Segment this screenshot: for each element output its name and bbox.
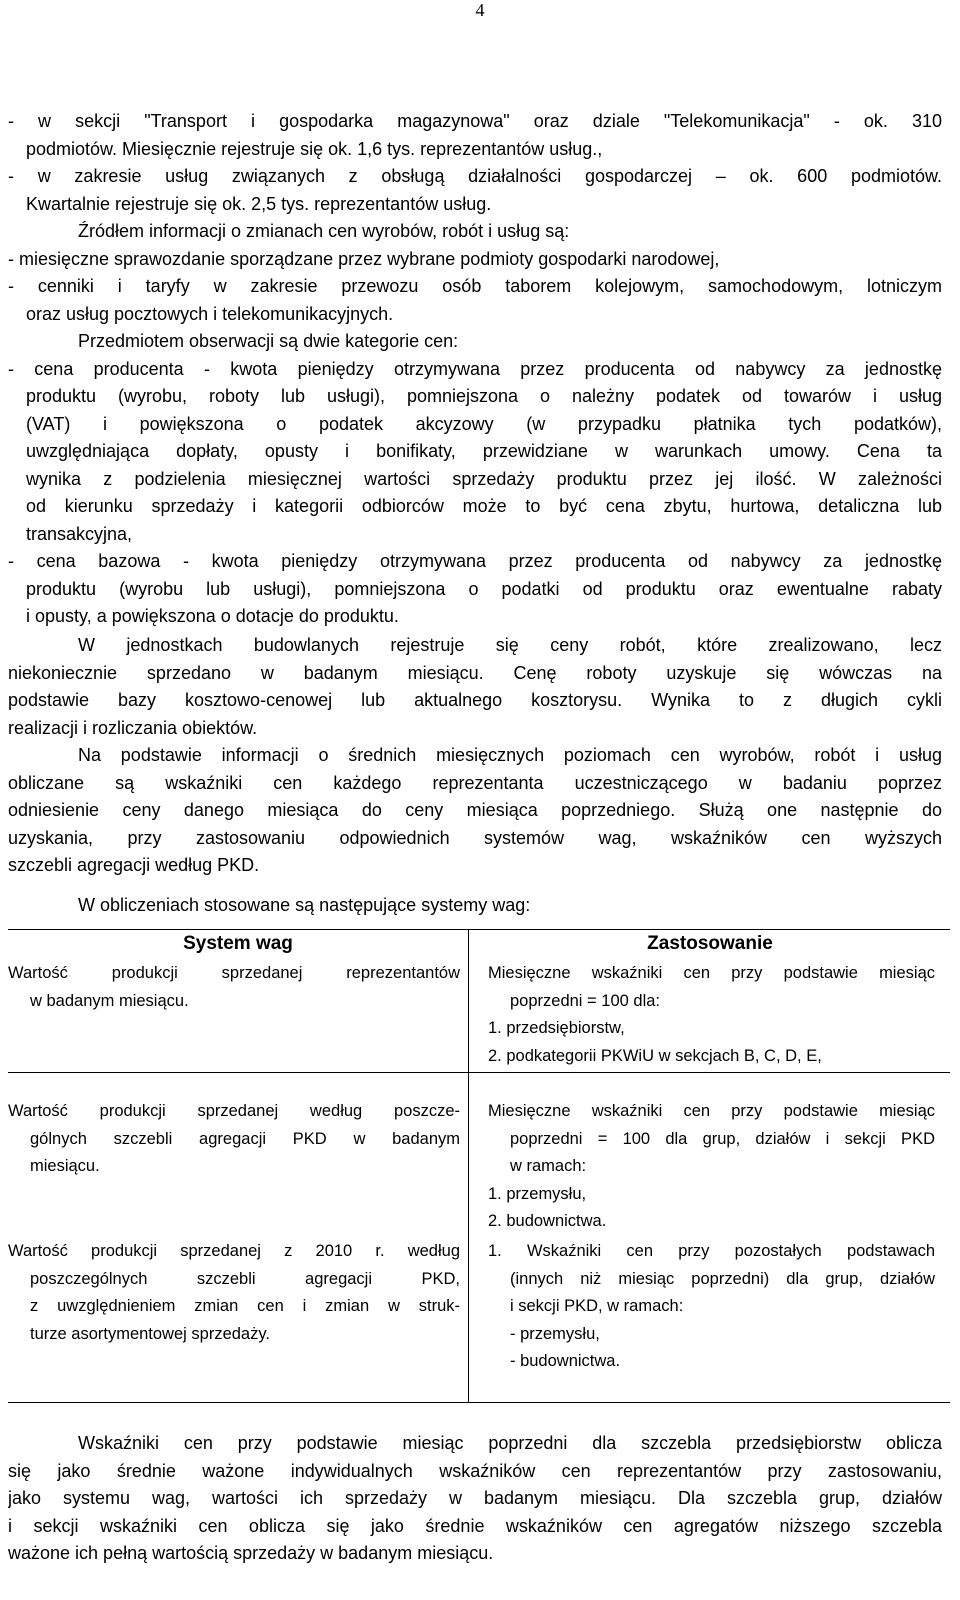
- table-cell-line: poprzedni = 100 dla:: [510, 991, 660, 1010]
- table-cell-line: w badanym miesiącu.: [30, 991, 189, 1010]
- text-line: Źródłem informacji o zmianach cen wyrobów, robót i usług są:: [78, 221, 570, 241]
- text-line: - w sekcji "Transport i gospodarka magazynowa" oraz dziale "Telekomunikacja" - ok. 310: [8, 111, 942, 131]
- text-line: oraz usług pocztowych i telekomunikacyjnych.: [26, 303, 394, 324]
- table-cell-line: poszczególnych szczebli agregacji PKD,: [30, 1269, 460, 1288]
- text-line: ważone ich pełną wartością sprzedaży w badanym miesiącu.: [8, 1543, 494, 1563]
- text-line: od kierunku sprzedaży i kategorii odbiorców może to być cena zbytu, hurtowa, detaliczna lub: [26, 496, 942, 516]
- text-line: odniesienie ceny danego miesiąca do ceny miesiąca poprzedniego. Służą one następnie do: [8, 800, 942, 820]
- table-row-3-usage: [488, 1238, 935, 1376]
- text-line: szczebli agregacji według PKD.: [8, 855, 260, 875]
- text-line: W jednostkach budowlanych rejestruje się ceny robót, które zrealizowano, lecz: [78, 635, 942, 655]
- text-line: Na podstawie informacji o średnich miesięcznych poziomach cen wyrobów, robót i usług: [78, 745, 942, 765]
- text-line: wynika z podzielenia miesięcznej wartości sprzedaży produktu przez jej ilość. W zależności: [26, 468, 942, 489]
- table-cell-line: Miesięczne wskaźniki cen przy podstawie miesiąc: [488, 964, 935, 982]
- table-cell-line: i sekcji PKD, w ramach:: [510, 1297, 684, 1316]
- table-top-rule: [8, 929, 950, 930]
- table-row-2-usage: [488, 1098, 935, 1236]
- text-line: - miesięczne sprawozdanie sporządzane przez wybrane podmioty gospodarki narodowej,: [8, 248, 720, 269]
- text-line: uwzględniająca dopłaty, opusty i bonifikaty, przewidziane w warunkach umowy. Cena ta: [26, 441, 942, 461]
- text-line: W obliczeniach stosowane są następujące systemy wag:: [78, 895, 531, 915]
- text-line: realizacji i rozliczania obiektów.: [8, 717, 258, 738]
- text-line: - cena bazowa - kwota pieniędzy otrzymywana przez producenta od nabywcy za jednostkę: [8, 551, 942, 571]
- table-cell-line: z uwzględnieniem zmian cen i zmian w struk-: [30, 1297, 460, 1316]
- text-line: podmiotów. Miesięcznie rejestruje się ok. 1,6 tys. reprezentantów usług.,: [26, 138, 603, 159]
- text-line: i sekcji wskaźniki cen oblicza się jako średnie wskaźników cen agregatów niższego szczebla: [8, 1515, 942, 1536]
- indices-paragraph: [8, 742, 942, 880]
- table-cell-line: gólnych szczebli agregacji PKD w badanym: [30, 1129, 460, 1148]
- table-cell-line: - przemysłu,: [510, 1324, 600, 1343]
- text-line: jako systemu wag, wartości ich sprzedaży w badanym miesiącu. Dla szczebla grup, działów: [8, 1488, 942, 1508]
- text-line: Kwartalnie rejestruje się ok. 2,5 tys. reprezentantów usług.: [26, 193, 492, 214]
- text-line: niekoniecznie sprzedano w badanym miesiącu. Cenę roboty uzyskuje się wówczas na: [8, 662, 942, 683]
- table-cell-line: (innych niż miesiąc poprzedni) dla grup, działów: [510, 1269, 935, 1288]
- text-line: się jako średnie ważone indywidualnych wskaźników cen reprezentantów przy zastosowaniu,: [8, 1460, 942, 1481]
- weights-intro: [8, 892, 942, 920]
- table-row-1-usage: [488, 960, 935, 1070]
- table-row-2-system: [8, 1098, 460, 1181]
- text-line: (VAT) i powiększona o podatek akcyzowy (w przypadku płatnika tych podatków),: [26, 413, 942, 434]
- observation-paragraph: [8, 328, 942, 631]
- table-cell-line: w ramach:: [510, 1157, 587, 1176]
- text-line: Przedmiotem obserwacji są dwie kategorie cen:: [78, 331, 459, 351]
- table-cell-line: turze asortymentowej sprzedaży.: [30, 1324, 270, 1343]
- table-cell-line: poprzedni = 100 dla grup, działów i sekcji PKD: [510, 1129, 935, 1148]
- text-line: obliczane są wskaźniki cen każdego reprezentanta uczestniczącego w badaniu poprzez: [8, 772, 942, 793]
- table-cell-line: Miesięczne wskaźniki cen przy podstawie miesiąc: [488, 1102, 935, 1120]
- table-cell-line: - budownictwa.: [510, 1352, 621, 1371]
- table-cell-line: Wartość produkcji sprzedanej z 2010 r. według: [8, 1242, 460, 1260]
- table-cell-line: 1. przedsiębiorstw,: [488, 1019, 625, 1038]
- table-cell-line: 2. podkategorii PKWiU w sekcjach B, C, D, E,: [488, 1046, 822, 1065]
- table-row-3-system: [8, 1238, 460, 1348]
- construction-paragraph: [8, 632, 942, 742]
- table-cell-line: 1. przemysłu,: [488, 1184, 587, 1203]
- table-cell-line: 1. Wskaźniki cen przy pozostałych podstawach: [488, 1242, 935, 1260]
- table-cell-line: miesiącu.: [30, 1157, 100, 1176]
- table-row-1-system: [8, 960, 460, 1015]
- table-cell-line: 2. budownictwa.: [488, 1212, 607, 1231]
- table-column-divider: [468, 929, 469, 1402]
- closing-paragraph: [8, 1430, 942, 1568]
- text-line: produktu (wyrobu, roboty lub usługi), pomniejszona o należny podatek od towarów i usług: [26, 386, 942, 406]
- table-bottom-rule: [8, 1402, 950, 1403]
- text-line: podstawie bazy kosztowo-cenowej lub aktualnego kosztorysu. Wynika to z długich cykli: [8, 690, 942, 710]
- text-line: - cena producenta - kwota pieniędzy otrzymywana przez producenta od nabywcy za jednostkę: [8, 358, 942, 379]
- text-line: transakcyjna,: [26, 523, 133, 544]
- text-line: - w zakresie usług związanych z obsługą działalności gospodarczej – ok. 600 podmiotów.: [8, 166, 942, 186]
- table-row-divider: [8, 1072, 950, 1073]
- table-cell-line: Wartość produkcji sprzedanej według poszcze-: [8, 1102, 460, 1120]
- text-line: produktu (wyrobu lub usługi), pomniejszona o podatki od produktu oraz ewentualne rabaty: [26, 578, 942, 599]
- table-header-usage: Zastosowanie: [647, 933, 773, 954]
- intro-paragraph: [8, 108, 942, 218]
- text-line: uzyskania, przy zastosowaniu odpowiednich systemów wag, wskaźników cen wyższych: [8, 827, 942, 848]
- page-number: 4: [475, 0, 485, 20]
- text-line: Wskaźniki cen przy podstawie miesiąc poprzedni dla szczebla przedsiębiorstw oblicza: [78, 1433, 942, 1453]
- text-line: i opusty, a powiększona o dotacje do produktu.: [26, 606, 399, 626]
- text-line: - cenniki i taryfy w zakresie przewozu osób taborem kolejowym, samochodowym, lotniczym: [8, 276, 942, 296]
- table-cell-line: Wartość produkcji sprzedanej reprezentantów: [8, 964, 460, 982]
- table-header-system: System wag: [183, 933, 293, 954]
- sources-paragraph: [8, 218, 942, 328]
